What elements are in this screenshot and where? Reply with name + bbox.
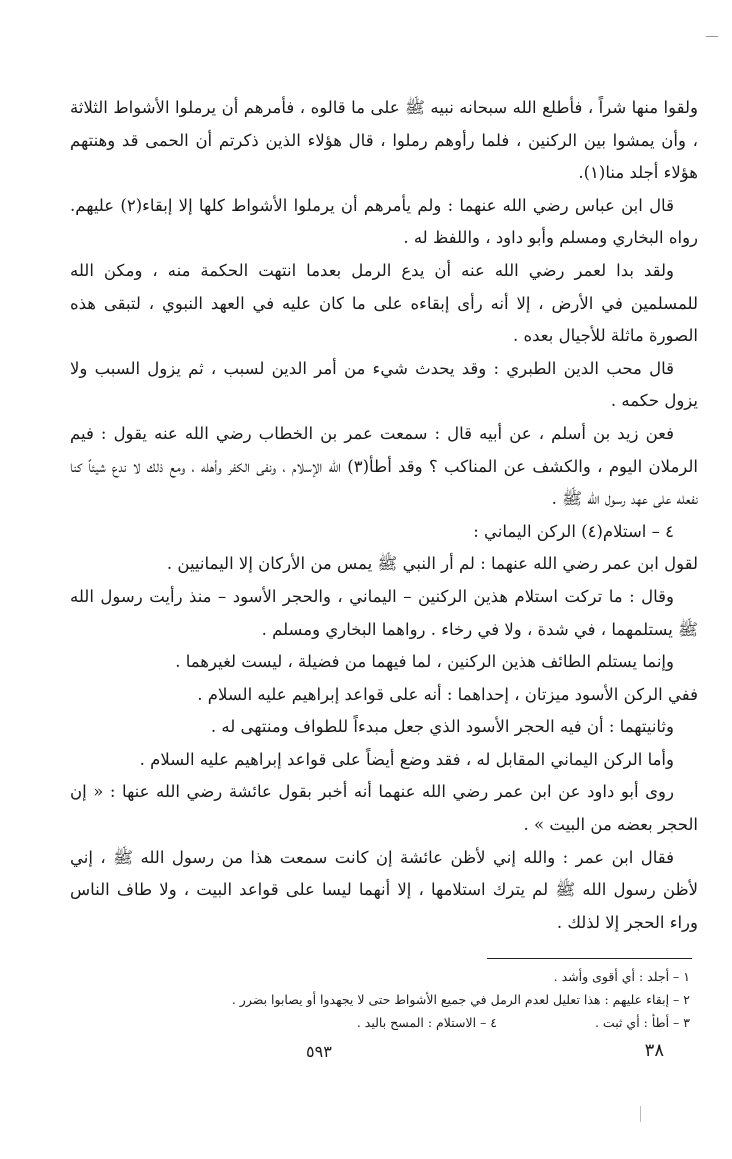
footnote-4: ٤ – الاستلام : المسح باليد .	[356, 1015, 498, 1030]
paragraph-9: وإنما يستلم الطائف هذين الركنين ، لما فيهما من فضيلة ، ليست لغيرهما .	[175, 652, 674, 672]
paragraph-7: لقول ابن عمر رضي الله عنهما : لم أر النبي ﷺ يمس من الأركان إلا اليمانيين .	[166, 554, 698, 574]
scan-mark	[640, 1106, 641, 1122]
paragraph-1: ولقوا منها شراً ، فأطلع الله سبحانه نبيه ﷺ على ما قالوه ، فأمرهم أن يرملوا الأشواط الثلاثة ، وأن يمشوا بين الركنين ، فلما رأوهم رملوا ، قال هؤلاء الذين ذكرتم أن الحمى قد وهنتهم هؤلاء أجلد منا(١).	[70, 98, 698, 183]
main-text	[70, 92, 698, 939]
paragraph-4: قال محب الدين الطبري : وقد يحدث شيء من أمر الدين لسبب ، ثم يزول السبب ولا يزول حكمه .	[70, 358, 698, 411]
paragraph-5: فعن زيد بن أسلم ، عن أبيه قال : سمعت عمر بن الخطاب رضي الله عنه يقول : فيم الرملان اليوم ، والكشف عن المناكب ؟ وقد أطأ(٣) الله الإسلام ، ونفى الكفر وأهله ، ومع ذلك لا ندع شيئاً كنا نفعله على عهد رسول الله ﷺ .	[70, 423, 699, 509]
chapter-page-number: ٣٨	[644, 1040, 664, 1061]
footnote-divider	[487, 958, 692, 959]
footnote-3: ٣ – أطأ : أي ثبت .	[594, 1015, 690, 1030]
paragraph-8: وقال : ما تركت استلام هذين الركنين – اليماني ، والحجر الأسود – منذ رأيت رسول الله ﷺ يستلمهما ، في شدة ، ولا في رخاء . رواهما البخاري ومسلم .	[70, 586, 698, 639]
book-page-number: ٥٩٣	[306, 1042, 332, 1061]
footnote-2: ٢ – إبقاء عليهم : هذا تعليل لعدم الرمل في جميع الأشواط حتى لا يجهدوا أو يصابوا بضرر .	[231, 992, 690, 1007]
margin-mark	[706, 36, 718, 37]
footnote-3-4-line	[70, 1011, 690, 1034]
paragraph-12: وأما الركن اليماني المقابل له ، فقد وضع أيضاً على قواعد إبراهيم عليه السلام .	[139, 749, 674, 769]
paragraph-14: فقال ابن عمر : والله إني لأظن عائشة إن كانت سمعت هذا من رسول الله ﷺ ، إني لأظن رسول الله ﷺ لم يترك استلامها ، إلا أنهما ليسا على قواعد البيت ، ولا طاف الناس وراء الحجر إلا لذلك .	[70, 847, 698, 932]
paragraph-3: ولقد بدا لعمر رضي الله عنه أن يدع الرمل بعدما انتهت الحكمة منه ، ومكن الله للمسلمين في الأرض ، إلا أنه رأى إبقاءه على ما كان عليه في العهد النبوي ، لتبقى هذه الصورة ماثلة للأجيال بعده .	[70, 260, 698, 346]
footnotes	[70, 965, 690, 1034]
paragraph-11: وثانيتهما : أن فيه الحجر الأسود الذي جعل مبدءاً للطواف ومنتهى له .	[210, 717, 674, 737]
footnote-1: ١ – أجلد : أي أقوى وأشد .	[553, 969, 690, 984]
paragraph-2: قال ابن عباس رضي الله عنهما : ولم يأمرهم أن يرملوا الأشواط كلها إلا إبقاء(٢) عليهم. رواه البخاري ومسلم وأبو داود ، واللفظ له .	[70, 195, 698, 248]
section-heading-istilam: ٤ – استلام(٤) الركن اليماني :	[473, 521, 674, 541]
paragraph-10: ففي الركن الأسود ميزتان ، إحداهما : أنه على قواعد إبراهيم عليه السلام .	[197, 684, 698, 704]
paragraph-13: روى أبو داود عن ابن عمر رضي الله عنهما أنه أخبر بقول عائشة رضي الله عنها : « إن الحجر بعضه من البيت » .	[70, 782, 698, 835]
